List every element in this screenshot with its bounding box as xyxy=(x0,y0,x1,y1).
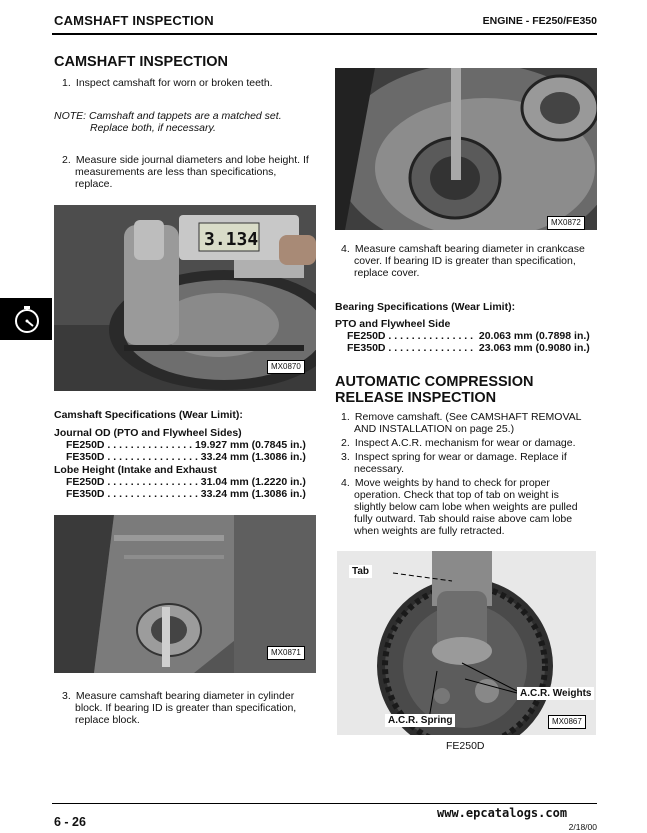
watermark-link[interactable]: www.epcatalogs.com xyxy=(437,806,568,820)
section-title-acr-inspection xyxy=(335,374,533,406)
step-line: necessary. xyxy=(354,463,404,475)
acr-step-4 xyxy=(341,477,578,537)
step-number: 3. xyxy=(341,451,350,463)
caliper-readout: 3.134 xyxy=(204,229,259,250)
note-line-2: Replace both, if necessary. xyxy=(90,122,216,134)
step-number: 1. xyxy=(341,411,350,423)
journal-fe350d: FE350D . . . . . . . . . . . . . . . . 33.24 mm (1.3086 in.) xyxy=(66,451,306,463)
running-header-title: CAMSHAFT INSPECTION xyxy=(54,13,214,28)
camshaft-specs-title: Camshaft Specifications (Wear Limit): xyxy=(54,409,243,421)
step-number: 4. xyxy=(341,243,350,255)
step-line: Remove camshaft. (See CAMSHAFT REMOVAL xyxy=(354,411,582,423)
photo-caliper-camshaft xyxy=(54,205,316,391)
photo-id-mx0872: MX0872 xyxy=(547,216,585,230)
step-line: replace block. xyxy=(75,714,140,726)
acr-gear-illustration xyxy=(337,551,596,735)
revision-date: 2/18/00 xyxy=(568,822,597,832)
step-line: replace. xyxy=(75,178,113,190)
page-number: 6 - 26 xyxy=(54,815,86,829)
step-text: Inspect camshaft for worn or broken teeth. xyxy=(75,77,273,89)
step-line: Inspect A.C.R. mechanism for wear or damage. xyxy=(354,437,576,449)
footer-rule xyxy=(52,803,597,804)
photo-acr-mechanism xyxy=(337,551,596,735)
step-line: Measure camshaft bearing diameter in crankcase xyxy=(354,243,585,255)
acr-step-1 xyxy=(341,411,582,435)
step-line: Measure camshaft bearing diameter in cylinder xyxy=(75,690,295,702)
step-number: 4. xyxy=(341,477,350,489)
acr-step-3 xyxy=(341,451,567,475)
step-1 xyxy=(62,77,273,89)
photo-id-mx0870: MX0870 xyxy=(267,360,305,374)
journal-od-title: Journal OD (PTO and Flywheel Sides) xyxy=(54,427,242,439)
photo-crankcase-cover-bearing xyxy=(335,68,597,230)
step-line: measurements are less than specifications, xyxy=(75,166,277,178)
step-number: 3. xyxy=(62,690,71,702)
section-title-camshaft-inspection: CAMSHAFT INSPECTION xyxy=(54,54,228,70)
crankcase-illustration xyxy=(335,68,597,230)
lobe-fe250d: FE250D . . . . . . . . . . . . . . . . 31.04 mm (1.2220 in.) xyxy=(66,476,306,488)
step-line: cover. If bearing ID is greater than specification, xyxy=(354,255,576,267)
stopwatch-icon xyxy=(12,304,42,334)
callout-acr-weights: A.C.R. Weights xyxy=(517,687,594,700)
section-title-line-2: RELEASE INSPECTION xyxy=(335,390,497,406)
photo-caption-fe250d: FE250D xyxy=(446,740,485,752)
photo-id-mx0867: MX0867 xyxy=(548,715,586,729)
running-header-section: ENGINE - FE250/FE350 xyxy=(482,15,597,27)
lobe-fe350d: FE350D . . . . . . . . . . . . . . . . 33.24 mm (1.3086 in.) xyxy=(66,488,306,500)
step-line: slightly below cam lobe when weights are pulled xyxy=(354,501,578,513)
bearing-fe350d: FE350D . . . . . . . . . . . . . . . 23.063 mm (0.9080 in.) xyxy=(347,342,590,354)
bearing-fe250d: FE250D . . . . . . . . . . . . . . . 20.063 mm (0.7898 in.) xyxy=(347,330,590,342)
callout-tab: Tab xyxy=(349,565,372,578)
step-2 xyxy=(62,154,309,190)
section-title-line-1: AUTOMATIC COMPRESSION xyxy=(335,374,534,390)
step-number: 2. xyxy=(62,154,71,166)
step-line: AND INSTALLATION on page 25.) xyxy=(354,423,515,435)
pto-flywheel-side-title: PTO and Flywheel Side xyxy=(335,318,451,330)
step-line: block. If bearing ID is greater than specification, xyxy=(75,702,297,714)
bearing-specs-title: Bearing Specifications (Wear Limit): xyxy=(335,301,516,313)
step-line: replace cover. xyxy=(354,267,420,279)
step-line: fully outward. Tab should raise above cam lobe xyxy=(354,513,573,525)
photo-id-mx0871: MX0871 xyxy=(267,646,305,660)
note-line-1: NOTE: Camshaft and tappets are a matched set. xyxy=(54,110,282,122)
step-line: Move weights by hand to check for proper xyxy=(354,477,550,489)
step-line: Inspect spring for wear or damage. Replace if xyxy=(354,451,567,463)
journal-fe250d: FE250D . . . . . . . . . . . . . . . 19.927 mm (0.7845 in.) xyxy=(66,439,306,451)
step-number: 1. xyxy=(62,77,71,89)
acr-step-2 xyxy=(341,437,576,449)
step-line: when weights are fully retracted. xyxy=(354,525,505,537)
photo-cylinder-block-bearing xyxy=(54,515,316,673)
callout-acr-spring: A.C.R. Spring xyxy=(385,714,455,727)
note-matched-set xyxy=(54,110,316,134)
step-number: 2. xyxy=(341,437,350,449)
step-4 xyxy=(341,243,585,279)
step-line: operation. Check that top of tab on weight is xyxy=(354,489,559,501)
lobe-height-title: Lobe Height (Intake and Exhaust xyxy=(54,464,217,476)
step-line: Measure side journal diameters and lobe height. If xyxy=(75,154,309,166)
engine-section-tab xyxy=(0,298,52,340)
step-3 xyxy=(62,690,296,726)
header-rule xyxy=(52,33,597,35)
